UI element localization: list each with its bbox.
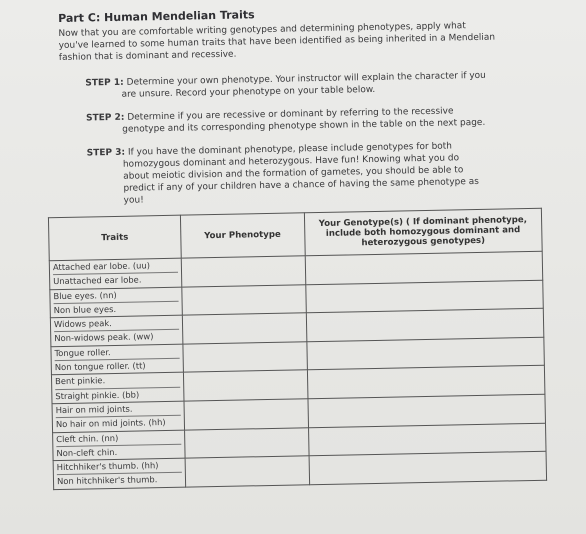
- step-1-text: Determine your own phenotype. Your instructor will explain the character if you: [126, 70, 486, 88]
- trait-dominant: Hitchhiker's thumb. (hh): [57, 459, 182, 476]
- trait-cell: [50, 315, 182, 346]
- genotype-cell[interactable]: [306, 308, 544, 341]
- genotype-cell[interactable]: [308, 394, 546, 427]
- trait-cell: [50, 287, 182, 318]
- trait-recessive: Non blue eyes.: [53, 303, 117, 316]
- step-2-text: Determine if you are recessive or dominant by referring to the recessive: [127, 106, 454, 123]
- trait-dominant: Hair on mid joints.: [56, 402, 181, 419]
- step-3-text-2: homozygous dominant and heterozygous. Have fun! Knowing what you do about meiotic division and the formation of gametes, you should be able to predict if any of your children have a chance of having the same phenotype as you!: [122, 153, 480, 206]
- phenotype-cell[interactable]: [182, 313, 306, 344]
- phenotype-cell[interactable]: [181, 256, 305, 287]
- trait-dominant: Cleft chin. (nn): [56, 430, 181, 447]
- header-phenotype: Your Phenotype: [180, 213, 305, 258]
- genotype-cell[interactable]: [307, 366, 545, 399]
- trait-recessive: Straight pinkie. (bb): [55, 389, 140, 401]
- step-1: [59, 68, 579, 102]
- genotype-cell[interactable]: [309, 451, 547, 484]
- trait-cell: [51, 373, 183, 404]
- trait-dominant: Blue eyes. (nn): [53, 287, 178, 304]
- traits-table: [48, 208, 547, 490]
- trait-dominant: Attached ear lobe. (uu): [53, 259, 178, 276]
- header-genotype: Your Genotype(s) ( If dominant phenotype, include both homozygous dominant and heterozygous genotypes): [304, 208, 542, 256]
- trait-cell: [52, 401, 184, 432]
- trait-recessive: No hair on mid joints. (hh): [55, 417, 166, 430]
- genotype-cell[interactable]: [308, 423, 546, 456]
- trait-recessive: Unattached ear lobe.: [53, 274, 142, 287]
- trait-recessive: Non hitchhiker's thumb.: [56, 474, 158, 487]
- step-3-label: STEP 3:: [86, 147, 126, 159]
- genotype-cell[interactable]: [305, 280, 543, 313]
- trait-cell: [49, 258, 181, 289]
- trait-recessive: Non-widows peak. (ww): [54, 331, 154, 344]
- section-title: Part C: Human Mendelian Traits: [58, 8, 255, 25]
- trait-dominant: Bent pinkie.: [55, 373, 180, 390]
- phenotype-cell[interactable]: [184, 399, 308, 430]
- phenotype-cell[interactable]: [182, 284, 306, 315]
- phenotype-cell[interactable]: [183, 370, 307, 401]
- worksheet: [52, 2, 582, 487]
- trait-dominant: Tongue roller.: [54, 345, 179, 362]
- phenotype-cell[interactable]: [185, 456, 309, 487]
- step-2: [60, 103, 580, 137]
- trait-cell: [51, 344, 183, 375]
- header-traits: Traits: [48, 215, 181, 261]
- step-1-text-2: are unsure. Record your phenotype on your table below.: [121, 84, 376, 100]
- trait-cell: [53, 458, 185, 489]
- trait-recessive: Non tongue roller. (tt): [54, 360, 146, 373]
- phenotype-cell[interactable]: [184, 427, 308, 458]
- trait-cell: [53, 430, 185, 461]
- trait-dominant: Widows peak.: [54, 316, 179, 333]
- step-3: [61, 138, 582, 208]
- step-3-text: If you have the dominant phenotype, please include genotypes for both: [127, 141, 453, 158]
- genotype-cell[interactable]: [306, 337, 544, 370]
- step-2-text-2: genotype and its corresponding phenotype shown in the table on the next page.: [122, 117, 486, 135]
- intro-paragraph: Now that you are comfortable writing genotypes and determining phenotypes, apply what you've learned to some human traits that have been identified as being inherited in a Mendelian fashion that is dominant and recessive.: [58, 21, 496, 63]
- phenotype-cell[interactable]: [183, 342, 307, 373]
- step-1-label: STEP 1:: [85, 77, 124, 89]
- step-2-label: STEP 2:: [85, 112, 125, 124]
- genotype-cell[interactable]: [305, 251, 543, 284]
- trait-recessive: Non-cleft chin.: [56, 446, 118, 458]
